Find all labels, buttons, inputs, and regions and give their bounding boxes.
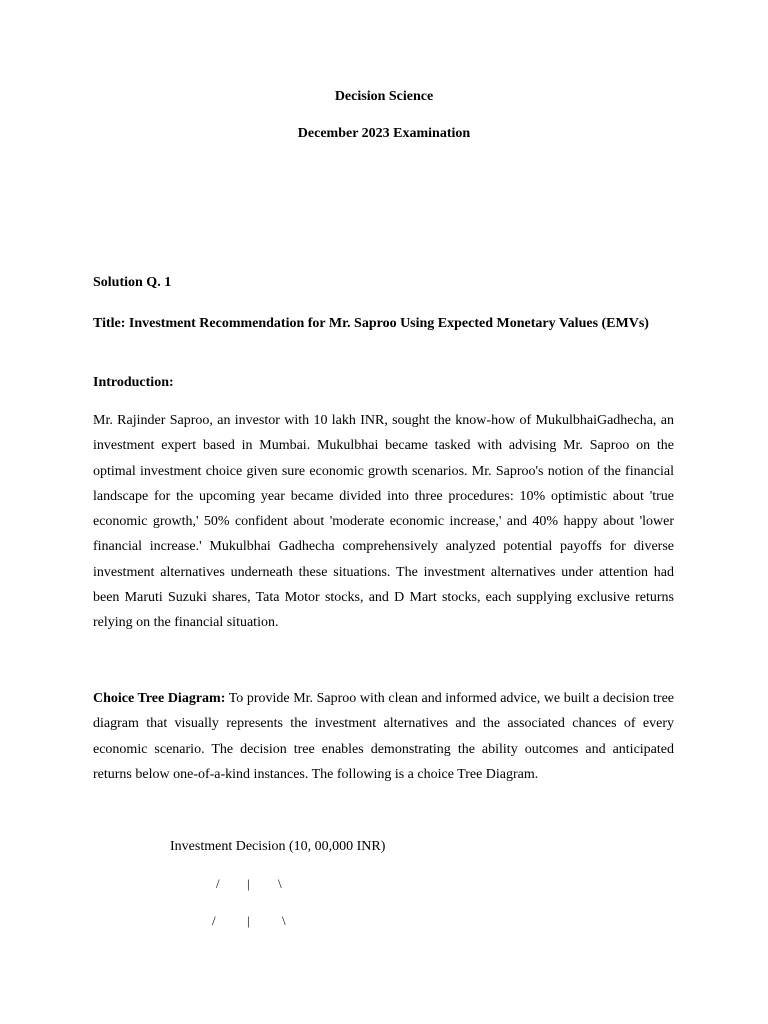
tree-branch-row [0, 876, 768, 894]
tree-branch-row [0, 913, 768, 931]
tree-branch-right: \ [278, 876, 282, 891]
choice-tree-paragraph [93, 686, 674, 787]
choice-tree-heading: Choice Tree Diagram: [93, 691, 226, 706]
solution-label: Solution Q. 1 [93, 275, 172, 290]
introduction-paragraph: Mr. Rajinder Saproo, an investor with 10 lakh INR, sought the know-how of MukulbhaiGadhecha, an investment expert based in Mumbai. Mukulbhai became tasked with advising Mr. Saproo on the optimal investment choice given sure economic growth scenarios. Mr. Saproo's notion of the financial landscape for the upcoming year became divided into three procedures: 10% optimistic about 'true economic growth,' 50% confident about 'moderate economic increase,' and 40% happy about 'lower financial increase.' Mukulbhai Gadhecha comprehensively analyzed potential payoffs for diverse investment alternatives underneath these situations. The investment alternatives under attention had been Maruti Suzuki shares, Tata Motor stocks, and D Mart stocks, each supplying exclusive returns relying on the financial situation. [93, 413, 674, 631]
tree-branch-left: / [216, 876, 220, 891]
choice-tree-text: To provide Mr. Saproo with clean and informed advice, we built a decision tree diagram that visually represents the investment alternatives and the associated chances of every economic scenario. The decision tree enables demonstrating the ability outcomes and anticipated returns below one-of-a-kind instances. The following is a choice Tree Diagram. [93, 691, 675, 782]
tree-branch-middle: | [247, 876, 250, 891]
solution-title: Title: Investment Recommendation for Mr. Saproo Using Expected Monetary Values (EMVs) [93, 316, 649, 331]
tree-root-node: Investment Decision (10, 00,000 INR) [170, 839, 386, 854]
document-subtitle: December 2023 Examination [297, 126, 471, 141]
tree-branch-middle: | [247, 913, 250, 928]
document-title: Decision Science [334, 89, 434, 104]
tree-branch-left: / [212, 913, 216, 928]
tree-branch-right: \ [282, 913, 286, 928]
introduction-heading: Introduction: [93, 375, 174, 390]
